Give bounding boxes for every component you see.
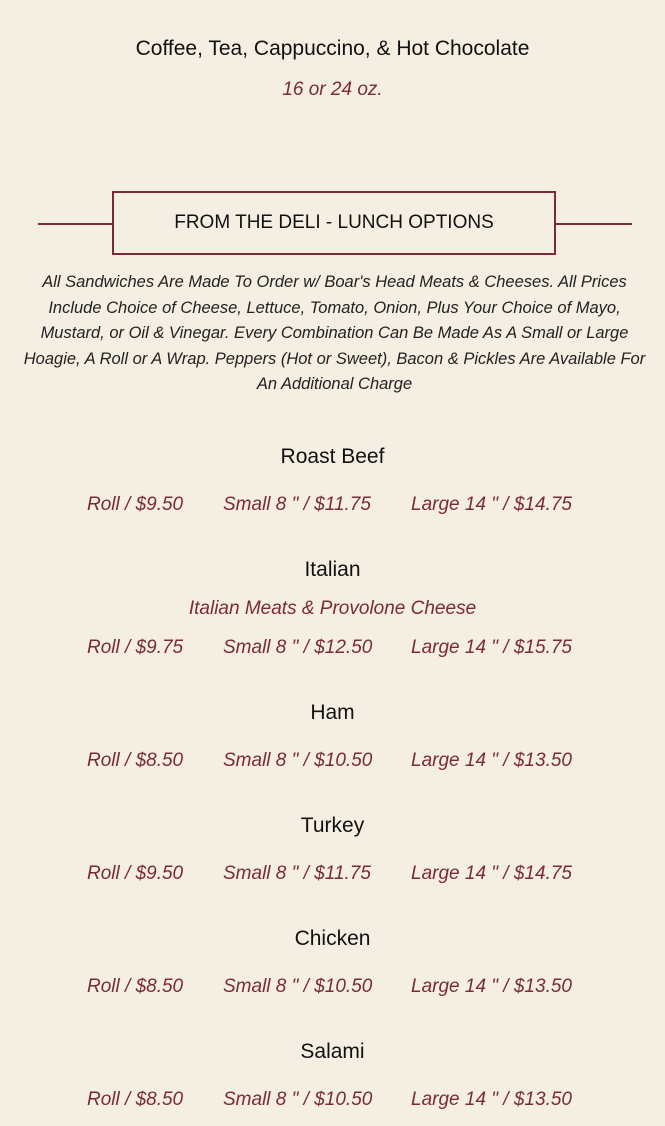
price-roll: Roll / $8.50 bbox=[87, 976, 184, 997]
price-large: Large 14 " / $14.75 bbox=[411, 494, 572, 515]
section-frame bbox=[112, 191, 556, 255]
price-small: Small 8 " / $11.75 bbox=[223, 863, 371, 884]
beverage-title: Coffee, Tea, Cappuccino, & Hot Chocolate bbox=[135, 37, 530, 60]
price-roll: Roll / $8.50 bbox=[87, 750, 184, 771]
section-intro: All Sandwiches Are Made To Order w/ Boar's Head Meats & Cheeses. All Prices Include Choice of Cheese, Lettuce, Tomato, Onion, Plus Your Choice of Mayo, Mustard, or Oil & Vinegar. Every Combination Can Be Made As A Small or Large Hoagie, A Roll or A Wrap. Peppers (Hot or Sweet), Bacon & Pickles Are Available For An Additional Charge bbox=[23, 273, 646, 393]
menu-item-name: Italian bbox=[304, 558, 361, 581]
price-row bbox=[0, 1089, 665, 1115]
price-row bbox=[0, 750, 665, 776]
price-roll: Roll / $9.50 bbox=[87, 863, 184, 884]
price-large: Large 14 " / $15.75 bbox=[411, 637, 572, 658]
price-row bbox=[0, 494, 665, 520]
price-small: Small 8 " / $10.50 bbox=[223, 1089, 373, 1110]
menu-item-name: Roast Beef bbox=[280, 445, 385, 468]
price-row bbox=[0, 976, 665, 1002]
price-large: Large 14 " / $14.75 bbox=[411, 863, 572, 884]
menu-item-description: Italian Meats & Provolone Cheese bbox=[188, 598, 477, 619]
price-row bbox=[0, 637, 665, 663]
price-large: Large 14 " / $13.50 bbox=[411, 750, 572, 771]
price-roll: Roll / $9.75 bbox=[87, 637, 184, 658]
price-large: Large 14 " / $13.50 bbox=[411, 1089, 572, 1110]
price-row bbox=[0, 863, 665, 889]
menu-item-name: Ham bbox=[310, 701, 355, 724]
menu-item-name: Salami bbox=[300, 1040, 365, 1063]
price-small: Small 8 " / $10.50 bbox=[223, 976, 373, 997]
price-roll: Roll / $9.50 bbox=[87, 494, 184, 515]
section-title: FROM THE DELI - LUNCH OPTIONS bbox=[174, 212, 494, 233]
price-large: Large 14 " / $13.50 bbox=[411, 976, 572, 997]
price-small: Small 8 " / $11.75 bbox=[223, 494, 371, 515]
price-small: Small 8 " / $12.50 bbox=[223, 637, 373, 658]
price-roll: Roll / $8.50 bbox=[87, 1089, 184, 1110]
section-rule-left bbox=[38, 223, 112, 225]
section-rule-right bbox=[556, 223, 632, 225]
menu-item-name: Turkey bbox=[300, 814, 365, 837]
beverage-subtitle: 16 or 24 oz. bbox=[282, 79, 383, 100]
price-small: Small 8 " / $10.50 bbox=[223, 750, 373, 771]
menu-item-name: Chicken bbox=[294, 927, 371, 950]
